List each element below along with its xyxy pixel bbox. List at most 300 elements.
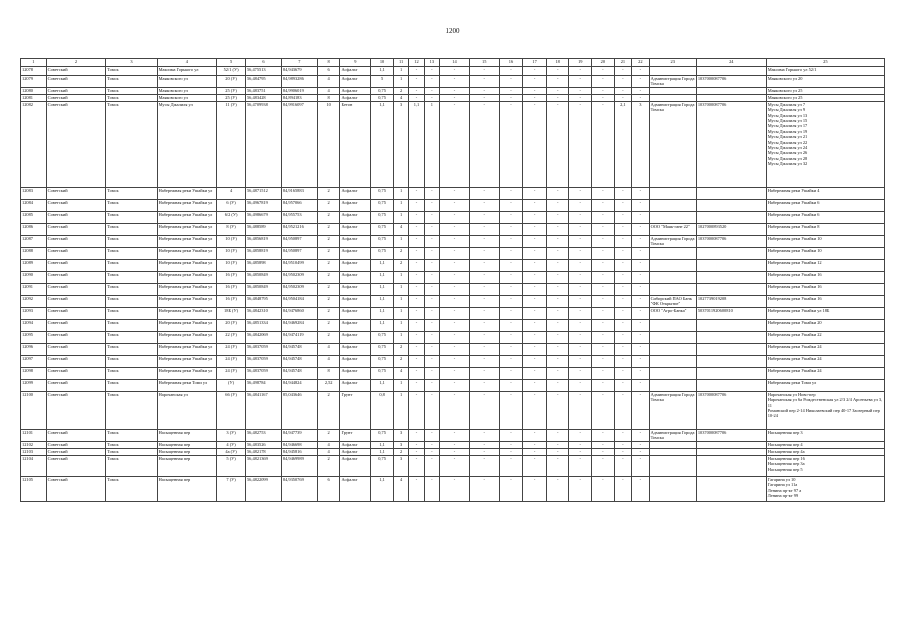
table-cell: 1 bbox=[393, 319, 408, 331]
table-cell: - bbox=[592, 455, 615, 476]
table-cell: Набережная реки Ушайки ул bbox=[157, 187, 217, 199]
table-cell: - bbox=[569, 223, 592, 235]
table-cell: - bbox=[469, 476, 499, 501]
table-cell: - bbox=[614, 441, 631, 448]
table-cell: - bbox=[523, 187, 547, 199]
table-cell: - bbox=[424, 283, 439, 295]
table-cell bbox=[696, 455, 766, 476]
table-cell: Набережная реки Ушайки ул bbox=[157, 211, 217, 223]
table-cell: - bbox=[632, 223, 649, 235]
table-cell: 11 (У) bbox=[217, 101, 246, 187]
table-cell: 12104 bbox=[21, 455, 47, 476]
table-cell: Томск bbox=[106, 101, 157, 187]
table-cell: Набережная реки Ушайки 24 bbox=[766, 355, 884, 367]
table-cell: - bbox=[569, 379, 592, 391]
table-cell: 85,043646 bbox=[281, 391, 317, 429]
table-cell: Томск bbox=[106, 271, 157, 283]
table-cell: Набережная реки Ушайки ул bbox=[157, 199, 217, 211]
table-cell: - bbox=[523, 283, 547, 295]
table-cell: 84,894183 bbox=[281, 94, 317, 101]
data-table bbox=[20, 58, 885, 502]
table-cell: Набережная реки Ушайки 20 bbox=[766, 319, 884, 331]
table-cell: Томск bbox=[106, 235, 157, 247]
table-cell: - bbox=[499, 295, 523, 307]
column-header: 4 bbox=[157, 59, 217, 67]
table-cell: - bbox=[424, 87, 439, 94]
table-cell: - bbox=[440, 355, 470, 367]
table-cell: 12094 bbox=[21, 319, 47, 331]
table-cell: - bbox=[523, 307, 547, 319]
table-cell: Насыщенная пер 4 bbox=[766, 441, 884, 448]
table-cell: 56,483526 bbox=[245, 441, 281, 448]
table-cell: - bbox=[499, 476, 523, 501]
table-cell: - bbox=[523, 247, 547, 259]
table-cell: - bbox=[499, 247, 523, 259]
table-cell: 2,52 bbox=[317, 379, 340, 391]
table-cell: 12096 bbox=[21, 343, 47, 355]
table-cell bbox=[649, 355, 696, 367]
table-cell: 2 bbox=[317, 247, 340, 259]
table-row bbox=[21, 476, 885, 501]
table-cell: 1037000087706 bbox=[696, 76, 766, 88]
table-cell: Асфальт bbox=[340, 343, 371, 355]
table-row bbox=[21, 343, 885, 355]
table-cell: Маяковского ул bbox=[157, 76, 217, 88]
table-cell: Маяковского ул 25 bbox=[766, 87, 884, 94]
table-cell: 84,9469989 bbox=[281, 455, 317, 476]
table-cell bbox=[649, 331, 696, 343]
table-cell: - bbox=[424, 367, 439, 379]
table-row bbox=[21, 355, 885, 367]
table-cell bbox=[649, 211, 696, 223]
table-cell: - bbox=[523, 76, 547, 88]
table-cell: - bbox=[569, 76, 592, 88]
table-cell: - bbox=[424, 211, 439, 223]
table-cell: - bbox=[440, 247, 470, 259]
table-cell: 12093 bbox=[21, 307, 47, 319]
table-cell: 56,4850849 bbox=[245, 271, 281, 283]
table-cell: - bbox=[632, 235, 649, 247]
table-cell: - bbox=[469, 379, 499, 391]
table-cell: - bbox=[592, 247, 615, 259]
column-header: 5 bbox=[217, 59, 246, 67]
table-cell: 1 bbox=[393, 307, 408, 319]
table-cell: - bbox=[440, 307, 470, 319]
table-row bbox=[21, 391, 885, 429]
table-cell: - bbox=[440, 319, 470, 331]
table-cell: - bbox=[469, 235, 499, 247]
table-cell: - bbox=[546, 76, 569, 88]
table-cell: 56,4856819 bbox=[245, 235, 281, 247]
table-cell: 84,944824 bbox=[281, 379, 317, 391]
table-cell: - bbox=[499, 355, 523, 367]
table-cell: Маяковского ул bbox=[157, 94, 217, 101]
table-cell: 1 bbox=[393, 283, 408, 295]
table-cell: 20 (У) bbox=[217, 76, 246, 88]
table-cell: 4 bbox=[317, 355, 340, 367]
table-cell: Мусы Джалиля ул 7 Мусы Джалиля ул 9 Мусы Джалиля ул 13 Мусы Джалиля ул 15 Мусы Джалиля ул 17 Мусы Джалиля ул 19 Мусы Джалиля ул 21 Мусы Джалиля ул 22 Мусы Джалиля ул 24 Мусы Джалиля ул 26 Мусы Джалиля ул 28 Мусы Джалиля ул 32 bbox=[766, 101, 884, 187]
table-cell: - bbox=[592, 448, 615, 455]
table-cell bbox=[696, 343, 766, 355]
table-cell: - bbox=[546, 355, 569, 367]
table-cell: - bbox=[592, 379, 615, 391]
table-cell: Советский bbox=[46, 367, 106, 379]
table-cell: 56,498784 bbox=[245, 379, 281, 391]
table-cell: Нарочанская ул Ново-пер Нарочанская ул 6а Рождественская ул 2/3 2/4 Арсеньева ул 3, 11 Романский пер 2-14 Николаевский пер 40-17 Заозерный пер 10-24 bbox=[766, 391, 884, 429]
column-header: 12 bbox=[409, 59, 424, 67]
table-cell: Асфальт bbox=[340, 448, 371, 455]
table-cell: 56,475513 bbox=[245, 67, 281, 76]
table-cell: Асфальт bbox=[340, 455, 371, 476]
table-cell: Асфальт bbox=[340, 307, 371, 319]
table-row bbox=[21, 259, 885, 271]
column-header: 13 bbox=[424, 59, 439, 67]
table-cell: - bbox=[440, 331, 470, 343]
table-cell: Набережная реки Ушайки 10 bbox=[766, 247, 884, 259]
table-cell: Набережная реки Ушайки ул bbox=[157, 355, 217, 367]
table-cell: - bbox=[569, 259, 592, 271]
table-cell: - bbox=[546, 441, 569, 448]
table-cell: - bbox=[424, 307, 439, 319]
table-cell: 1,1 bbox=[371, 319, 394, 331]
table-cell: 84,9504184 bbox=[281, 295, 317, 307]
table-cell: Насыщенная пер 4а bbox=[766, 448, 884, 455]
table-cell: Томск bbox=[106, 476, 157, 501]
table-cell: Советский bbox=[46, 441, 106, 448]
table-cell: - bbox=[592, 271, 615, 283]
table-cell: - bbox=[546, 259, 569, 271]
table-cell: - bbox=[499, 455, 523, 476]
table-cell: Набережная реки Ушайки ул bbox=[157, 235, 217, 247]
table-cell: - bbox=[592, 259, 615, 271]
table-cell: - bbox=[440, 87, 470, 94]
table-cell: 84,9893286 bbox=[281, 76, 317, 88]
table-cell: 1037000087706 bbox=[696, 101, 766, 187]
table-cell: - bbox=[592, 187, 615, 199]
table-cell: 1 bbox=[393, 295, 408, 307]
table-cell: Набережная реки Ушайки ул bbox=[157, 367, 217, 379]
table-row bbox=[21, 441, 885, 448]
table-cell: 66 (У) bbox=[217, 391, 246, 429]
table-cell: 56,488589 bbox=[245, 223, 281, 235]
table-cell: - bbox=[469, 391, 499, 429]
table-cell bbox=[696, 319, 766, 331]
table-cell: - bbox=[409, 199, 424, 211]
table-cell: Насыщенная пер 3 bbox=[766, 429, 884, 441]
table-cell: - bbox=[469, 271, 499, 283]
table-cell: 2 bbox=[317, 391, 340, 429]
table-cell: 0,75 bbox=[371, 211, 394, 223]
table-cell: Советский bbox=[46, 187, 106, 199]
table-row bbox=[21, 295, 885, 307]
table-cell: Советский bbox=[46, 283, 106, 295]
table-cell: - bbox=[469, 211, 499, 223]
table-cell: 1 bbox=[393, 76, 408, 88]
table-cell: 56,4986679 bbox=[245, 211, 281, 223]
table-cell: - bbox=[523, 331, 547, 343]
table-cell: - bbox=[469, 448, 499, 455]
table-cell: - bbox=[523, 223, 547, 235]
table-cell: - bbox=[499, 448, 523, 455]
table-cell: 2 bbox=[393, 343, 408, 355]
table-cell: 2 bbox=[393, 259, 408, 271]
table-cell: 3 bbox=[393, 429, 408, 441]
table-cell: 56,482753 bbox=[245, 429, 281, 441]
table-cell: - bbox=[546, 235, 569, 247]
table-cell bbox=[696, 331, 766, 343]
table-cell: - bbox=[569, 355, 592, 367]
table-cell: 5037011920600810 bbox=[696, 307, 766, 319]
table-cell: 10 (У) bbox=[217, 235, 246, 247]
table-cell: - bbox=[614, 367, 631, 379]
table-cell: - bbox=[569, 247, 592, 259]
table-cell: 12099 bbox=[21, 379, 47, 391]
table-cell: 24 (У) bbox=[217, 367, 246, 379]
table-cell: 0,75 bbox=[371, 429, 394, 441]
table-cell: - bbox=[469, 331, 499, 343]
table-cell: 0,75 bbox=[371, 331, 394, 343]
table-cell: - bbox=[523, 235, 547, 247]
table-body bbox=[21, 59, 885, 502]
table-row bbox=[21, 283, 885, 295]
table-cell: - bbox=[469, 441, 499, 448]
table-cell: 2 bbox=[317, 283, 340, 295]
table-cell: - bbox=[546, 87, 569, 94]
table-cell: Набережная реки Ушайки 24 bbox=[766, 343, 884, 355]
table-cell: Набережная реки Ушайки 10 bbox=[766, 235, 884, 247]
table-cell: - bbox=[592, 199, 615, 211]
table-cell: - bbox=[523, 295, 547, 307]
table-cell: 25 (У) bbox=[217, 94, 246, 101]
table-cell: 10 bbox=[317, 101, 340, 187]
table-cell: - bbox=[499, 235, 523, 247]
table-cell: Набережная реки Ушайки ул bbox=[157, 331, 217, 343]
table-cell: Набережная реки Томи ул bbox=[766, 379, 884, 391]
table-cell: - bbox=[632, 247, 649, 259]
table-cell: 12080 bbox=[21, 87, 47, 94]
table-cell: 1,1 bbox=[409, 101, 424, 187]
table-cell: 56,4858819 bbox=[245, 247, 281, 259]
table-cell: - bbox=[569, 455, 592, 476]
table-cell: - bbox=[424, 429, 439, 441]
table-cell: 1,1 bbox=[371, 271, 394, 283]
table-cell: - bbox=[523, 429, 547, 441]
table-cell: - bbox=[546, 67, 569, 76]
table-cell: Набережная реки Ушайки 8 bbox=[766, 223, 884, 235]
table-cell: 12092 bbox=[21, 295, 47, 307]
table-cell: - bbox=[440, 379, 470, 391]
table-cell: Набережная реки Ушайки ул bbox=[157, 259, 217, 271]
table-cell: 84,950897 bbox=[281, 247, 317, 259]
table-cell: - bbox=[523, 343, 547, 355]
table-cell: 6 (У) bbox=[217, 199, 246, 211]
table-cell: 1,1 bbox=[371, 295, 394, 307]
table-cell: 12103 bbox=[21, 448, 47, 455]
table-cell: 0,75 bbox=[371, 343, 394, 355]
table-cell: 84,945816 bbox=[281, 448, 317, 455]
table-cell: Асфальт bbox=[340, 187, 371, 199]
table-cell: 0,75 bbox=[371, 199, 394, 211]
table-cell: 8 (У) bbox=[217, 223, 246, 235]
table-cell: - bbox=[469, 101, 499, 187]
table-cell: - bbox=[632, 355, 649, 367]
table-cell: - bbox=[632, 199, 649, 211]
table-cell: 4 (У) bbox=[217, 441, 246, 448]
table-cell: Насыщенная пер bbox=[157, 441, 217, 448]
table-cell: - bbox=[499, 391, 523, 429]
table-cell: 84,957066 bbox=[281, 199, 317, 211]
table-cell: - bbox=[632, 448, 649, 455]
table-cell: 12089 bbox=[21, 259, 47, 271]
table-cell: - bbox=[440, 271, 470, 283]
column-header: 11 bbox=[393, 59, 408, 67]
table-cell: Томск bbox=[106, 343, 157, 355]
table-cell: Томск bbox=[106, 429, 157, 441]
table-cell: 16 (У) bbox=[217, 271, 246, 283]
table-cell bbox=[649, 343, 696, 355]
table-cell: Советский bbox=[46, 379, 106, 391]
table-cell: - bbox=[469, 199, 499, 211]
table-cell: Томск bbox=[106, 455, 157, 476]
table-cell: 12078 bbox=[21, 67, 47, 76]
table-cell: 0,75 bbox=[371, 235, 394, 247]
table-cell bbox=[649, 455, 696, 476]
table-cell: - bbox=[632, 67, 649, 76]
table-cell: - bbox=[614, 87, 631, 94]
table-cell: 2 bbox=[317, 319, 340, 331]
table-cell: 12098 bbox=[21, 367, 47, 379]
table-cell: 84,950897 bbox=[281, 235, 317, 247]
table-cell: Советский bbox=[46, 67, 106, 76]
table-cell: - bbox=[440, 476, 470, 501]
table-cell: 52/1 (У) bbox=[217, 67, 246, 76]
table-cell: - bbox=[409, 476, 424, 501]
table-cell: - bbox=[499, 283, 523, 295]
table-cell: - bbox=[424, 331, 439, 343]
table-cell: Набережная реки Ушайки 6 bbox=[766, 199, 884, 211]
table-cell: 56,483428 bbox=[245, 94, 281, 101]
table-cell: - bbox=[546, 101, 569, 187]
table-cell: - bbox=[424, 295, 439, 307]
table-cell: - bbox=[469, 367, 499, 379]
table-cell: - bbox=[499, 101, 523, 187]
table-cell: 12101 bbox=[21, 429, 47, 441]
table-row bbox=[21, 199, 885, 211]
table-cell: 84,9502309 bbox=[281, 283, 317, 295]
table-cell: Советский bbox=[46, 391, 106, 429]
table-cell: - bbox=[409, 367, 424, 379]
table-cell: - bbox=[569, 187, 592, 199]
table-cell: Насыщенная пер bbox=[157, 476, 217, 501]
header-row bbox=[21, 59, 885, 67]
table-cell: - bbox=[614, 391, 631, 429]
table-cell bbox=[696, 259, 766, 271]
table-cell bbox=[649, 247, 696, 259]
table-cell: Администрация Города Томска bbox=[650, 429, 695, 441]
table-cell: - bbox=[499, 441, 523, 448]
table-cell: - bbox=[569, 441, 592, 448]
table-cell: 2,1 bbox=[614, 101, 631, 187]
table-cell: - bbox=[409, 307, 424, 319]
table-cell: - bbox=[409, 259, 424, 271]
table-cell: 56,4842069 bbox=[245, 331, 281, 343]
table-cell: - bbox=[440, 283, 470, 295]
table-cell: 12091 bbox=[21, 283, 47, 295]
column-header: 18 bbox=[546, 59, 569, 67]
table-cell: - bbox=[409, 355, 424, 367]
table-cell: - bbox=[409, 94, 424, 101]
table-cell: 2 bbox=[317, 429, 340, 441]
table-cell: - bbox=[440, 391, 470, 429]
table-cell: - bbox=[523, 476, 547, 501]
table-cell: - bbox=[592, 367, 615, 379]
table-cell: Администрация Города Томска bbox=[650, 76, 695, 87]
table-cell: - bbox=[592, 87, 615, 94]
table-cell: 1 bbox=[393, 331, 408, 343]
table-cell: Асфальт bbox=[340, 199, 371, 211]
table-cell: - bbox=[546, 319, 569, 331]
table-cell: Маяковского ул 20 bbox=[766, 76, 884, 88]
table-cell: 12081 bbox=[21, 94, 47, 101]
table-cell: - bbox=[569, 199, 592, 211]
table-cell: - bbox=[592, 391, 615, 429]
table-cell: - bbox=[499, 67, 523, 76]
table-cell: Советский bbox=[46, 94, 106, 101]
table-cell: Томск bbox=[106, 391, 157, 429]
table-cell: 56,4837059 bbox=[245, 367, 281, 379]
table-row bbox=[21, 319, 885, 331]
table-cell: 2 bbox=[317, 295, 340, 307]
table-cell: 12083 bbox=[21, 187, 47, 199]
table-cell: - bbox=[592, 235, 615, 247]
table-cell: 3 bbox=[393, 441, 408, 448]
table-cell: - bbox=[440, 441, 470, 448]
table-cell: Насыщенная пер bbox=[157, 429, 217, 441]
column-header: 19 bbox=[569, 59, 592, 67]
table-cell: Гагарина ул 10 Гагарина ул 11а Ленина пр-кт 97 а Ленина пр-кт 99 bbox=[766, 476, 884, 501]
table-cell: - bbox=[469, 283, 499, 295]
table-cell: - bbox=[469, 455, 499, 476]
table-cell: Насыщенная пер bbox=[157, 448, 217, 455]
table-cell: - bbox=[424, 247, 439, 259]
table-cell: - bbox=[632, 94, 649, 101]
table-cell: - bbox=[546, 247, 569, 259]
table-cell: - bbox=[569, 331, 592, 343]
table-cell: - bbox=[569, 235, 592, 247]
table-cell: - bbox=[523, 391, 547, 429]
table-cell: - bbox=[499, 343, 523, 355]
table-cell: Советский bbox=[46, 429, 106, 441]
table-cell: - bbox=[499, 87, 523, 94]
table-cell: 5 bbox=[371, 76, 394, 88]
table-cell: 84,9521216 bbox=[281, 223, 317, 235]
table-cell: 1,1 bbox=[371, 259, 394, 271]
table-cell: ООО "Маяк-гане 22" bbox=[649, 223, 696, 235]
table-cell: 1027000893520 bbox=[696, 223, 766, 235]
table-cell: - bbox=[614, 295, 631, 307]
table-cell: - bbox=[440, 295, 470, 307]
column-header: 23 bbox=[649, 59, 696, 67]
table-cell bbox=[696, 94, 766, 101]
table-cell: Асфальт bbox=[340, 476, 371, 501]
table-cell: - bbox=[614, 271, 631, 283]
table-cell: 84,945748 bbox=[281, 343, 317, 355]
table-cell: 0,75 bbox=[371, 187, 394, 199]
table-cell: - bbox=[523, 379, 547, 391]
table-cell: 4 bbox=[393, 223, 408, 235]
table-cell bbox=[696, 187, 766, 199]
table-row bbox=[21, 429, 885, 441]
